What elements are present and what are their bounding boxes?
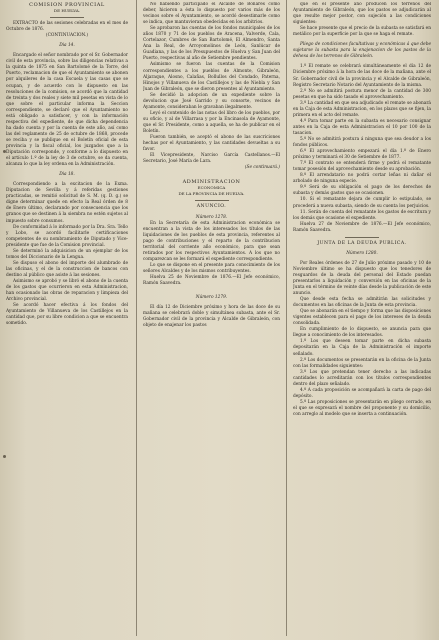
column-divider <box>136 0 137 636</box>
signature: Huelva 27 de Noviembre de 1876.—El Jefe económico, Ramón Saavedra. <box>293 221 431 233</box>
paragraph: Se dispuso el abono del importe del alumbrado de las oficinas, y el de la construccion de bancos con destino al público que asiste á las sesiones. <box>6 260 128 278</box>
paragraph: 4.º A cada proposición se acompañará la carta de pago del depósito. <box>293 387 431 399</box>
notice-number: Número 1280. <box>346 250 378 256</box>
paragraph: De conformidad á lo informado por la Dra. Sra. Tello y Lobo, se acordó facilitarle certificaciones competentes de su nombramiento de Diputado y Vice-presidente que fue de la Comision provincial. <box>6 224 128 248</box>
continuation-note: (CONTINUACION.) <box>45 33 89 39</box>
ornament-rule <box>50 17 84 18</box>
condition-item: 4.º Para tomar parte en la subasta es necesario consignar antes en la Caja de esta Administracion el 10 por 100 de la tasacion. <box>293 118 431 136</box>
conditions-heading: Pliego de condiciones facultativas y económicas á que debe sujetarse la subasta para la enajenacion de los pastos de la dehesa de los terrenos de Gibraleón. <box>293 42 431 60</box>
day-heading: Dia 14. <box>59 43 75 49</box>
paragraph: Asimismo se aprobó y se libró el abono de la cuenta de los gastos que ocurrieron en esta Administracion, han ocasionado las obras de reparacion y limpieza del Archivo provincial. <box>6 278 128 303</box>
paragraph: que en el presente año producen los terrenos del Ayuntamiento de Gibraleón, que los pastos se adjudicarán al que resulte mejor postor, con sujeción a las condiciones siguientes: <box>293 2 431 26</box>
notice-heading: ANUNCIO. <box>196 204 227 210</box>
paragraph: Que se abonarán en el tiempo y forma que las disposiciones vigentes establecen para el pago de los intereses de la deuda consolidada. <box>293 309 431 327</box>
condition-item: 5.º No se admitirá postura á ninguna que sea deudor a los fondos públicos. <box>293 136 431 149</box>
condition-item: 6.º El aprovechamiento empezará el día 1.º de Enero próximo y terminará el 30 de Setiembre de 1877. <box>293 149 431 161</box>
paragraph: Se aprobaron las cuentas de los fondos municipales de los años 1870 y 71 de los pueblos de Aracena, Valverde, Cala, Cortelazor, Cumbres de San Bartolomé, El Almendro, Santa Ana la Real, de Arroyomolinos de León, Sanlúcar de Guadiana, y las de los Presupuestos de Huelva y San Juan del Puerto, respectivas al año de Setiembre pendientes. <box>143 26 280 62</box>
paragraph: Leyó el contenido de las notas del libro de los pueblos, por su oficio, y al de Villarrasa y por la Encinasola de Ayamonte, que el Sr. Presidente, como a aquella, se ha de publicar en el Boletín. <box>143 110 280 134</box>
paragraph: Que desde esta fecha se admitirán las solicitudes y documentos en las oficinas de la Junta de esta provincia. <box>293 297 431 309</box>
ornament-rule <box>345 237 379 238</box>
signature: Huelva 25 de Noviembre de 1876.—El Jefe económico, Ramón Saavedra. <box>143 274 280 287</box>
section-subheading: ECONOMICA <box>197 185 226 191</box>
paragraph: Se hace presente que el precio de la subasta se satisfará en metálico por la superficie por la que se haga el remate. <box>293 26 431 38</box>
column-middle <box>143 2 280 634</box>
paragraph: Correspondiendo a la excitacion de la Exma. Diputacion de Sevilla y á referidas gestiones practicadas, se remitió solicitud de S. M. (q. D. g.) se digne determinar quede en efecto la Real órden de 8 de Enero último, declarando por consecuencia que los granos que se destinen á la siembra no estén sujetos al impuesto sobre consumos. <box>6 182 128 224</box>
paragraph: Asimismo se fueron las cuentas de la Comision correspondientes a los pueblos de Almonte, Gibraleón, Aljaraque, Alosno, Calañas, Bollullos del Condado, Paterna, Hinojos y Villanueva de los Castillejos y las de Niebla y San Juan de Gibraleón, que se dieron presentes al Ayuntamiento. <box>143 62 280 92</box>
signature: El Vicepresidente, Narciso García Castellanos.—El Secretario, José María de Lara. <box>143 153 280 165</box>
paragraph: Por Reales órdenes de 27 de Julio próximo pasado y 10 de Noviembre último se ha dispuesto que los tenedores de resguardos de la deuda del personal del Estado puedan presentarlos a liquidación y conversión en las oficinas de la Junta en el término de veinte días desde la publicación de este anuncio. <box>293 260 431 297</box>
column-divider <box>286 0 287 636</box>
paragraph: 1.º Los que deseen tomar parte en dicha subasta depositarán en la Caja de la Administración el importe señalado. <box>293 339 431 357</box>
condition-item: 9.º Será de su obligación el pago de los derechos de subasta y demás gastos que se ocasionen. <box>293 185 431 197</box>
paragraph: Se acordó hacer efectiva á los fondos del Ayuntamiento de Villanueva de los Castillejos en la cantidad que, por su libre condicion a que se encuentra sometido. <box>6 303 128 327</box>
section-heading: COMISION PROVINCIAL <box>29 2 105 8</box>
day-heading: Dia 18. <box>59 172 75 178</box>
section-heading: ADMINISTRACION <box>182 179 241 186</box>
paragraph: 5.º Las proposiciones se presentarán en pliego cerrado, en el que se expresará el nombre del proponente y su domicilio, con arreglo al modelo que se inserta a continuación. <box>293 399 431 417</box>
paragraph: 2.º Los documentos se presentarán en la oficina de la Junta con las formalidades siguientes: <box>293 357 431 369</box>
condition-item: 3.º La cantidad en que sea adjudicado el remate se abonará en la Caja de esta Administracion, en los plazos que se fijen, la primera en el acto del remate. <box>293 100 431 118</box>
paragraph: EXTRACTO de las sesiones celebradas en el mes de Octubre de 1876. <box>6 21 128 33</box>
condition-item: 2.º No se admitirá postura menor de la cantidad de 300 pesetas en que ha sido tasado el aprovechamiento. <box>293 88 431 100</box>
paragraph: No habiendo participado el Alcalde de Bonares como deber, hicieron a ésta lo dispuesto por varios más de los vecinos sobre el Ayuntamiento, se acordó desestimarle como se indica, que mantuvieran obedecidas en los arbitrios. <box>143 2 280 26</box>
condition-item: 11. Serán de cuenta del rematante los gastos de escritura y los demás que ocasione el expediente. <box>293 209 431 221</box>
condition-item: 1.º El remate se celebrará simultáneamente el día 12 de Diciembre próximo á la hora de las doce de la mañana, ante el Sr. Gobernador civil de la provincia y el Alcalde de Gibraleón, Registro Secretario Notario del Ayuntamiento de la misma. <box>293 64 431 88</box>
paragraph: El día 12 de Diciembre próximo y hora de las doce de su mañana se celebrará doble y simultánea subasta, ante el Sr. Gobernador civil de la provincia y Alcalde de Gibraleón, con objeto de enajenar los pastos <box>143 305 280 329</box>
paragraph: Fueron también, se aceptó el abono de las suscriciones hechas por el Ayuntamiento, y las cantidades devueltas a su favor. <box>143 135 280 153</box>
notice-number: Número 1278. <box>195 214 228 220</box>
ornament-rule <box>195 200 229 201</box>
section-subheading: DE LA PROVINCIA DE HUELVA. <box>178 191 245 197</box>
section-heading: JUNTA DE LA DEUDA PUBLICA. <box>317 240 407 246</box>
paragraph: En cumplimiento de lo dispuesto, se anuncia para que llegue a conocimiento de los interesados. <box>293 327 431 339</box>
paragraph: En la Secretaría de esta Administracion económica se encuentran a la vista de los interesados los títulos de las liquidaciones de los pueblos de esta provincia, referentes al pago de contribuciones y el reparto de la contribucion territorial del corriente año económico, para que sean retirados por los respectivos Ayuntamientos. A los que no comparezcan se les formará el expediente correspondiente. <box>143 220 280 262</box>
condition-item: 8.º El arrendatario no podrá cortar leñas ni dañar el arbolado de ninguna especie. <box>293 173 431 185</box>
condition-item: 7.º El contrato se entenderá firme y podrá el rematante tomar posesión del aprovechamiento desde su aprobación. <box>293 161 431 173</box>
paragraph: Encargado el señor nombrado por el Sr. Gobernador civil de esta provincia, sobre las diligencias relativas a la quinta de 1875 en San Bartolomé de la Torre, del Puerto, reclamacion de que el Ayuntamiento se abonen por alquileres de la casa Escuela y las casas que se ocupan, y de acuerdo con lo dispuesto en las resoluciones de la comision, se acordó que la cantidad de treinta y dos reales y siete mil pesetas en vista de lo que sobre el particular informa la Seccion correspondiente, se declaró que el Ayuntamiento no está obligado a satisfacer, y con la información respectiva del expediente, de que dicha dependencia ha dado cuenta y por la cuenta de este año, así como las del reglamento de 25 de octubre de 1868, procede se reciba y se publique en el Boletín oficial de esta provincia y la fiscal oficial, los juzgados que a la Diputación corresponde, y conforme a lo dispuesto en el artículo 1.º de la ley de 3 de octubre, se da cuenta, alcanza lo que la ley ordena en la Administración. <box>6 53 128 168</box>
paragraph: Se decidió la adopcion de un expediente sobre la devolucion que José Garrido y su consorte, vecinos de Ayamonte, consideraban le gravaban ilegalmente. <box>143 92 280 110</box>
section-subheading: DE HUELVA. <box>53 8 81 14</box>
paragraph: Se determinó la adquisicion de un ejemplar de los tomos del Diccionario de la Lengua. <box>6 248 128 260</box>
continuation-note: (Se continuará.) <box>244 165 280 171</box>
condition-item: 10. Si el rematante dejara de cumplir lo estipulado, se procederá a nueva subasta, siendo de su cuenta los perjuicios. <box>293 197 431 209</box>
column-right <box>293 2 431 634</box>
paragraph: Lo que se dispone en el presente para conocimiento de los señores Alcaldes y de los mismos contribuyentes. <box>143 262 280 274</box>
column-left <box>6 2 128 634</box>
paragraph: 3.º Los que pretendan tener derecho a las indicadas cantidades lo acreditarán con los títulos correspondientes dentro del plazo señalado. <box>293 369 431 387</box>
notice-number: Número 1279. <box>195 295 228 301</box>
